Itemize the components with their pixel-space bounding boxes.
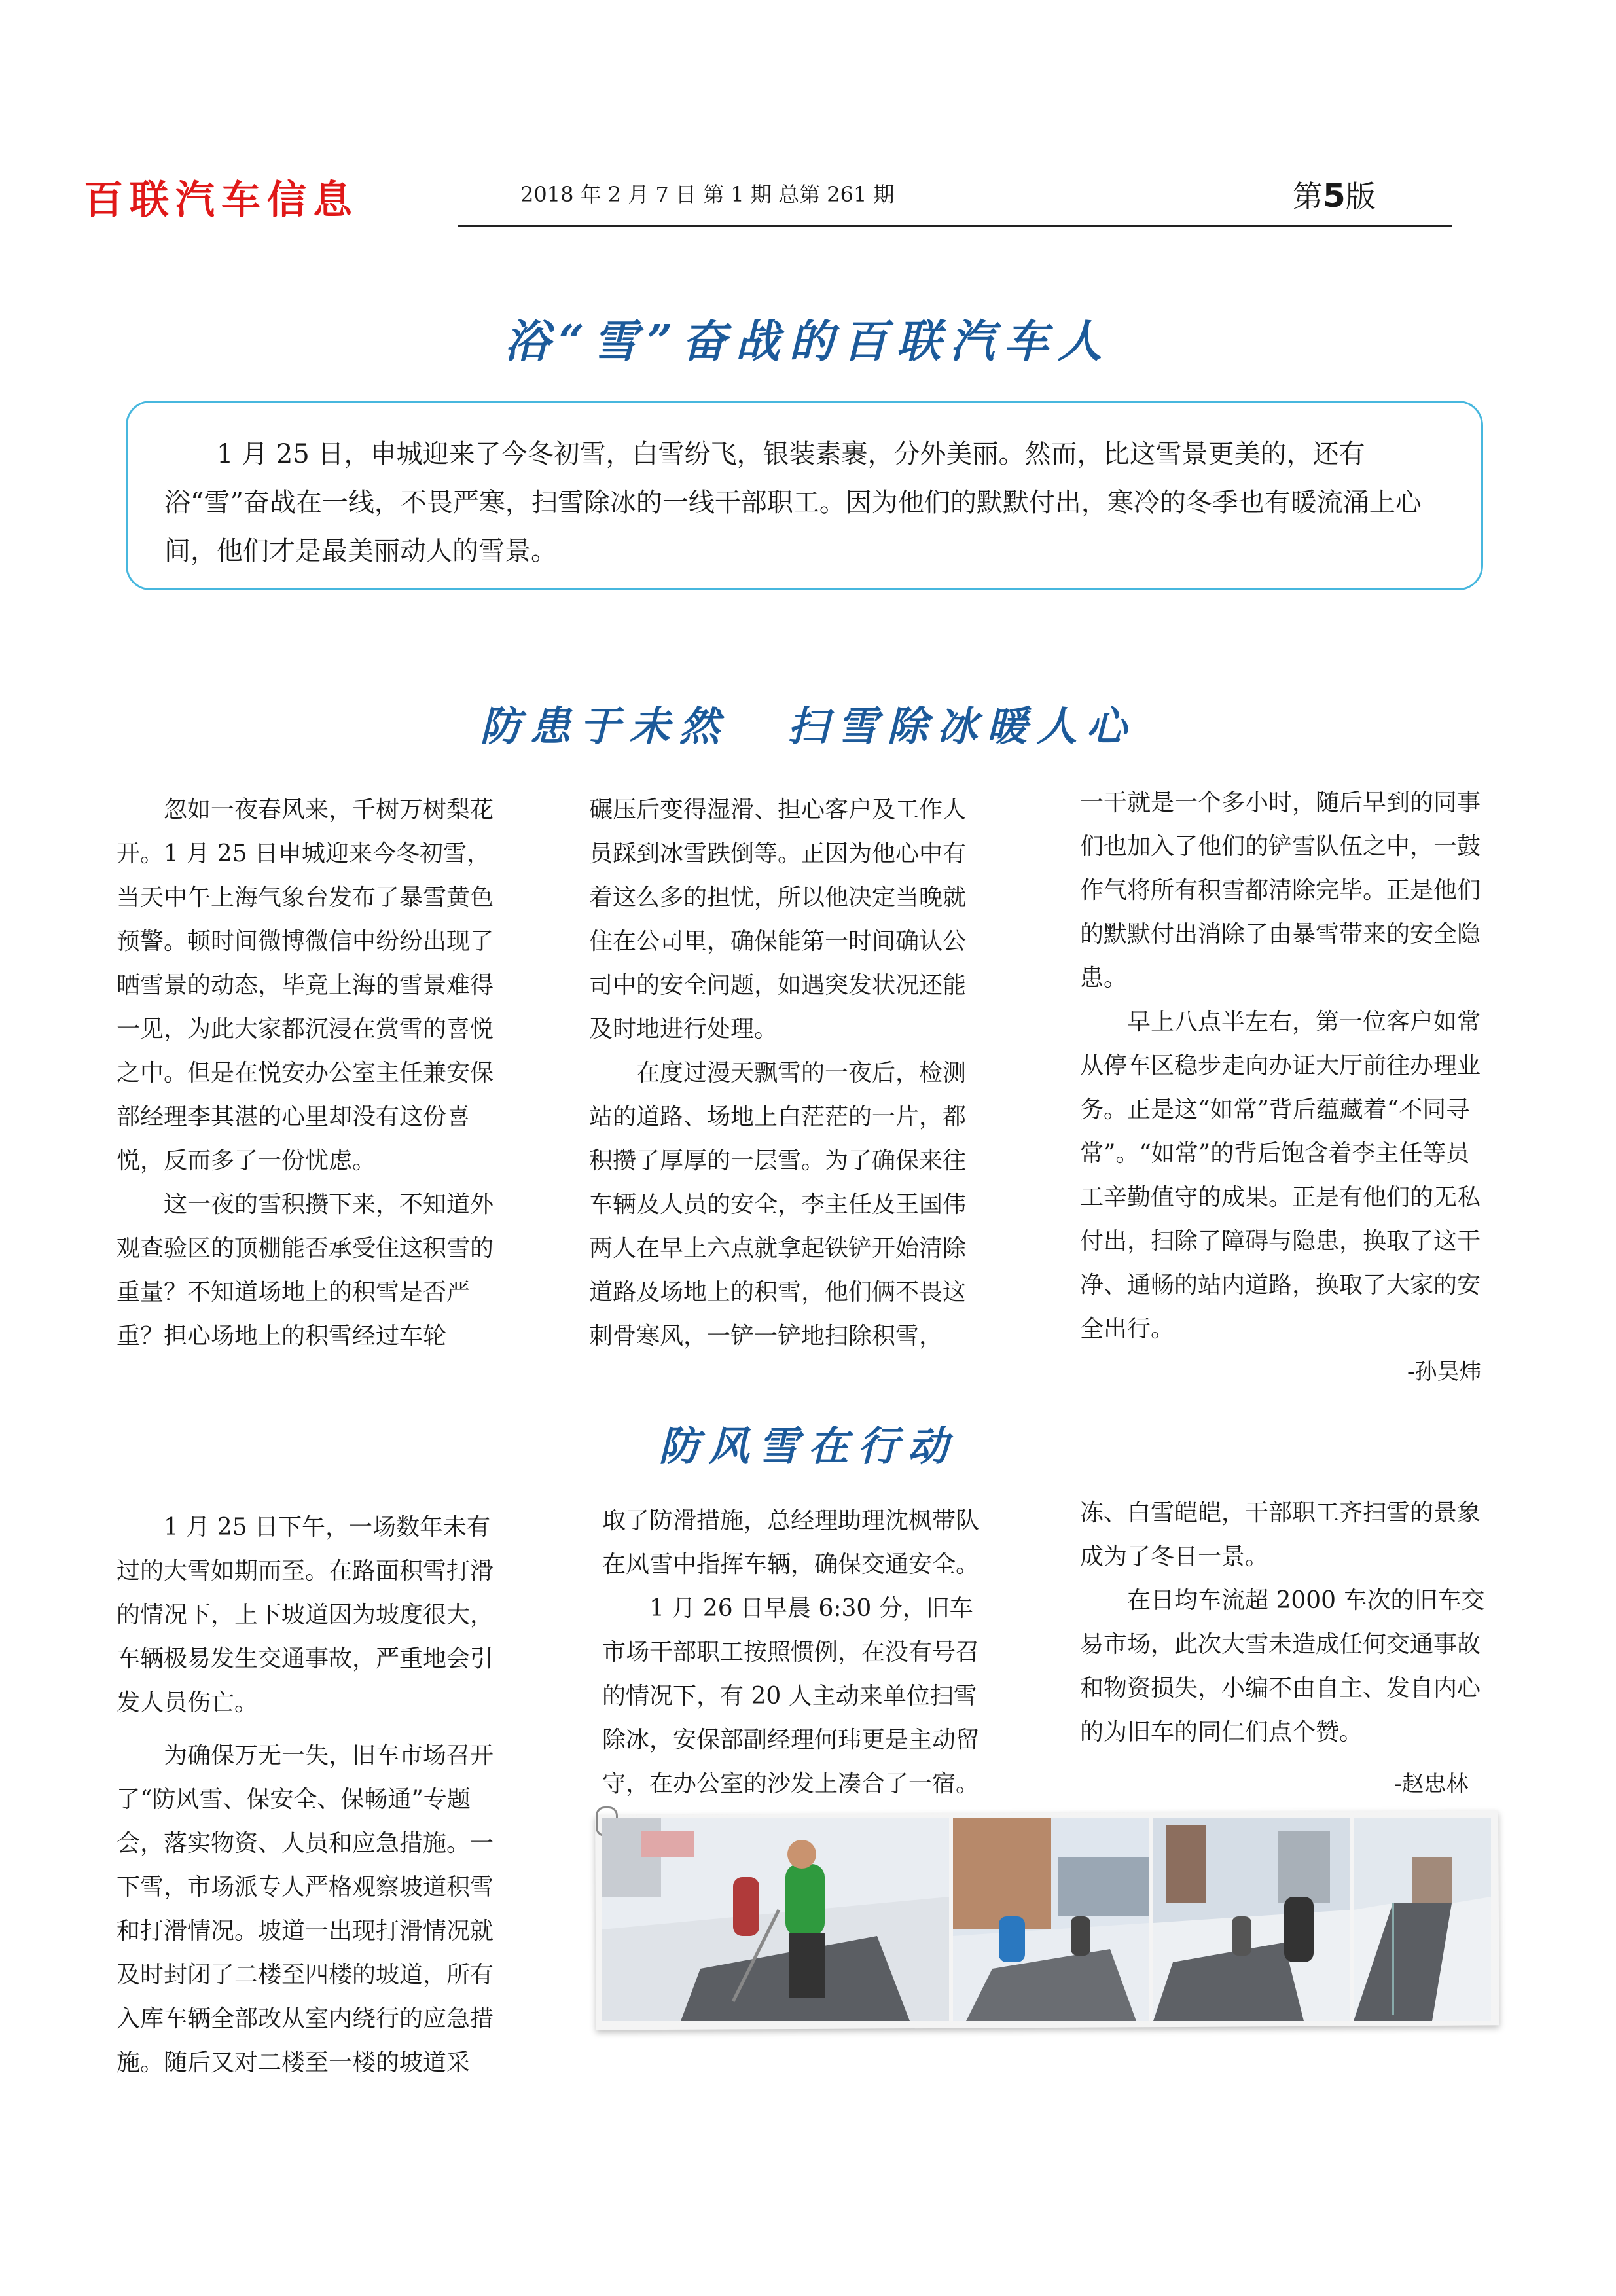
- paragraph: 为确保万无一失，旧车市场召开了“防风雪、保安全、保畅通”专题会，落实物资、人员和应急措施。一下雪，市场派专人严格观察坡道积雪和打滑情况。坡道一出现打滑情况就及时封闭了二楼至四楼的坡道，所有入库车辆全部改从室内绕行的应急措施。随后又对二楼至一楼的坡道采: [117, 1742, 494, 2076]
- article1-column-1: [117, 788, 509, 1358]
- snow-photo-4: [1354, 1818, 1491, 2021]
- snow-photo-1: [602, 1818, 949, 2021]
- header-rule: [458, 225, 1452, 227]
- article1-author: -孙昊炜: [1407, 1359, 1482, 1385]
- intro-box: [126, 401, 1483, 590]
- paragraph: 冻、白雪皑皑，干部职工齐扫雪的景象成为了冬日一景。: [1080, 1499, 1481, 1570]
- paragraph: 1 月 25 日下午，一场数年未有过的大雪如期而至。在路面积雪打滑的情况下，上下坡道因为坡度很大，车辆极易发生交通事故，严重地会引发人员伤亡。: [117, 1514, 494, 1716]
- paragraph: 1 月 26 日早晨 6:30 分，旧车市场干部职工按照惯例，在没有号召的情况下，有 20 人主动来单位扫雪除冰，安保部副经理何玮更是主动留守，在办公室的沙发上凑合了一宿。: [602, 1595, 980, 1797]
- article1-column-2: [589, 788, 982, 1358]
- paragraph: 取了防滑措施，总经理助理沈枫带队在风雪中指挥车辆，确保交通安全。: [602, 1507, 980, 1578]
- paragraph: 在度过漫天飘雪的一夜后，检测站的道路、场地上白茫茫的一片，都积攒了厚厚的一层雪。为了确保来往车辆及人员的安全，李主任及王国伟两人在早上六点就拿起铁铲开始清除道路及场地上的积雪，他们俩不畏这刺骨寒风，一铲一铲地扫除积雪，: [589, 1060, 967, 1350]
- article2-column-1: [117, 1505, 509, 2085]
- article2-column-3: [1080, 1491, 1486, 1754]
- article1-title: [0, 694, 1616, 752]
- newspaper-brand: 百联汽车信息: [84, 177, 359, 223]
- article2-column-2: [602, 1499, 995, 1850]
- issue-info: 2018 年 2 月 7 日 第 1 期 总第 261 期: [520, 182, 895, 207]
- intro-text: 1 月 25 日，申城迎来了今冬初雪，白雪纷飞，银装素裹，分外美丽。然而，比这雪景更美的，还有浴“雪”奋战在一线，不畏严寒，扫雪除冰的一线干部职工。因为他们的默默付出，寒冷的冬季也有暖流涌上心间，他们才是最美丽动人的雪景。: [164, 439, 1422, 566]
- snow-photo-2: [953, 1818, 1149, 2021]
- paragraph: 这一夜的雪积攒下来，不知道外观查验区的顶棚能否承受住这积雪的重量？不知道场地上的积雪是否严重？担心场地上的积雪经过车轮: [117, 1191, 494, 1350]
- edition-number: 5: [1323, 177, 1346, 215]
- edition-label: [1293, 173, 1376, 216]
- article1-title-left: 防患于未然: [480, 702, 729, 750]
- edition-suffix: 版: [1345, 179, 1376, 214]
- paragraph: 一干就是一个多小时，随后早到的同事们也加入了他们的铲雪队伍之中，一鼓作气将所有积雪都清除完毕。正是他们的默默付出消除了由暴雪带来的安全隐患。: [1080, 789, 1481, 992]
- paragraph: 碾压后变得湿滑、担心客户及工作人员踩到冰雪跌倒等。正因为他心中有着这么多的担忧，所以他决定当晚就住在公司里，确保能第一时间确认公司中的安全问题，如遇突发状况还能及时地进行处理。: [589, 797, 967, 1043]
- edition-prefix: 第: [1293, 179, 1323, 214]
- main-title: 浴“雪”奋战的百联汽车人: [505, 315, 1111, 368]
- article2-title: 防风雪在行动: [658, 1422, 958, 1470]
- article1-title-right: 扫雪除冰暖人心: [787, 702, 1136, 750]
- paragraph: 在日均车流超 2000 车次的旧车交易市场，此次大雪未造成任何交通事故和物资损失，小编不由自主、发自内心的为旧车的同仁们点个赞。: [1080, 1587, 1485, 1746]
- article2-author: -赵忠林: [1394, 1771, 1469, 1797]
- snow-photo-3: [1153, 1818, 1350, 2021]
- paragraph: 忽如一夜春风来，千树万树梨花开。1 月 25 日申城迎来今冬初雪，当天中午上海气象台发布了暴雪黄色预警。顿时间微博微信中纷纷出现了晒雪景的动态，毕竟上海的雪景难得一见，为此大家都沉浸在赏雪的喜悦之中。但是在悦安办公室主任兼安保部经理李其湛的心里却没有这份喜悦，反而多了一份忧虑。: [117, 797, 494, 1174]
- article1-column-3: [1080, 781, 1486, 1351]
- paragraph: 早上八点半左右，第一位客户如常从停车区稳步走向办证大厅前往办理业务。正是这“如常”背后蕴藏着“不同寻常”。“如常”的背后饱含着李主任等员工辛勤值守的成果。正是有他们的无私付出，扫除了障碍与隐患，换取了这干净、通畅的站内道路，换取了大家的安全出行。: [1080, 1009, 1481, 1342]
